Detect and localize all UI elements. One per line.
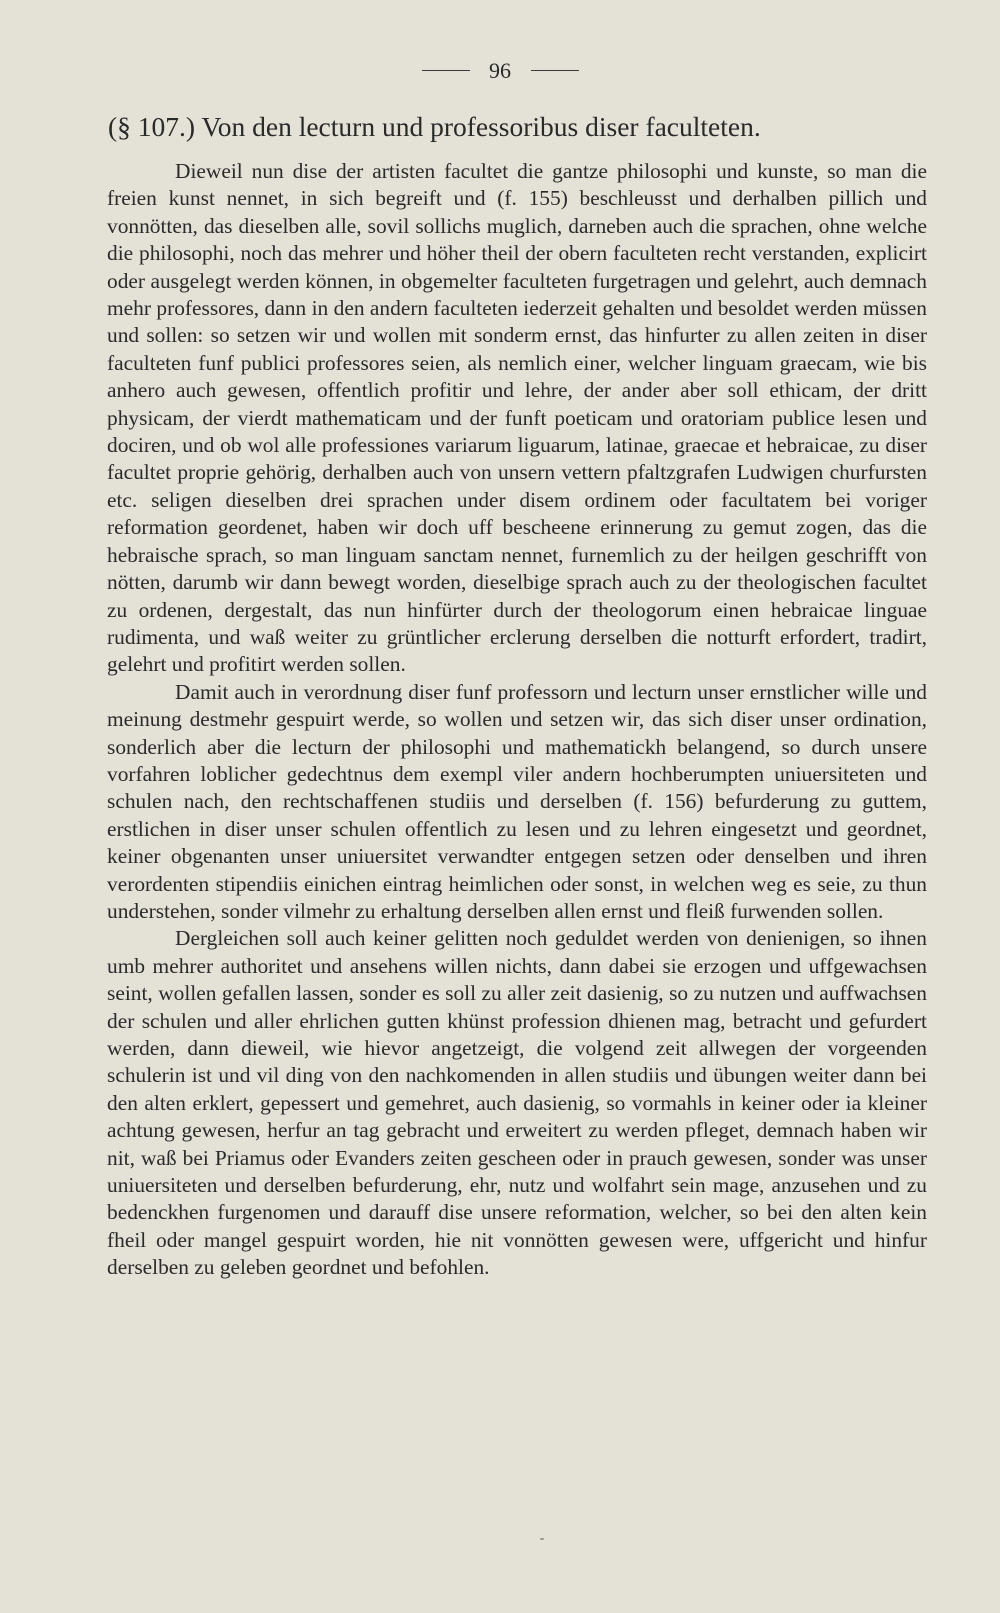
body-text (107, 158, 927, 1282)
page-header (0, 54, 1000, 86)
section-heading: (§ 107.) Von den lecturn und professoribus diser faculteten. (108, 111, 761, 142)
paragraph-2: Damit auch in verordnung diser funf professorn und lecturn unser ernstlicher wille und meinung destmehr gespuirt werde, so wollen und setzen wir, das sich diser unser ordination, sonderlich aber die lecturn der philosophi und mathematickh belangend, so durch unsere vorfahren loblicher gedechtnus dem exempl viler andern hochberumpten uniuersiteten und schulen nach, den rechtschaffenen studiis und derselben (f. 156) befurderung zu guttem, erstlichen in diser unser schulen offentlich zu lesen und zu lehren eingesetzt und geordnet, keiner obgenanten unser uniuersitet verwandter entgegen setzen oder denselben und ihren verordenten stipendiis einichen eintrag heimlichen oder sonst, in welchen weg es seie, zu thun understehen, sonder vilmehr zu erhaltung derselben allen ernst und fleiß furwenden sollen. (107, 679, 927, 923)
paragraph-3: Dergleichen soll auch keiner gelitten noch geduldet werden von denienigen, so ihnen umb mehrer authoritet und ansehens willen nichts, dann dabei sie erzogen und uffgewachsen seint, wollen gefallen lassen, sonder es soll zu aller zeit dasienig, so zu nutzen und auffwachsen der schulen und aller ehrlichen gutten khünst profession dhienen mag, betracht und gefurdert werden, dann dieweil, wie hievor angetzeigt, die volgend zeit allwegen der vorgeenden schulerin ist und vil ding von den nachkomenden in allen studiis und übungen weiter dann bei den alten erklert, gepessert und gemehret, auch dasienig, so vormahls in keiner oder ia kleiner achtung gewesen, herfur an tag gebracht und erweitert zu werden pfleget, demnach haben wir nit, waß bei Priamus oder Evanders zeiten gescheen oder in prauch gewesen, sonder was unser uniuersiteten und derselben befurderung, ehr, nutz und wolfahrt sein mage, anzusehen und zu bedenckhen furgenomen und darauff dise unsere reformation, welcher, so bei den alten kein fheil oder mangel gespuirt worden, hie nit vonnötten gewesen were, uffgericht und hinfur derselben zu geleben geordnet und befohlen. (107, 926, 927, 1280)
left-header-rule (422, 70, 470, 71)
paper-speck (540, 1538, 544, 1540)
paragraph-1: Dieweil nun dise der artisten facultet die gantze philosophi und kunste, so man die freien kunst nennet, in sich begreift und (f. 155) beschleusst und derhalben pillich und vonnötten, das dieselben alle, sovil sollichs muglich, darneben auch die sprachen, ohne welche die philosophi, noch das mehrer und höher theil der obern faculteten recht verstanden, explicirt oder ausgelegt werden können, in obgemelter faculteten furgetragen und gelehrt, auch demnach mehr professores, dann in den andern faculteten iederzeit gehalten und besoldet werden müssen und sollen: so setzen wir und wollen mit sonderm ernst, das hinfurter zu allen zeiten in diser faculteten funf publici professores seien, als nemlich einer, welcher linguam graecam, wie bis anhero auch gewesen, offentlich profitir und lehre, der ander aber soll ethicam, der dritt physicam, der vierdt mathematicam und der funft poeticam und oratoriam publice lesen und dociren, und ob wol alle professiones variarum liguarum, latinae, graecae et hebraicae, zu diser facultet proprie gehörig, derhalben auch von unsern vettern pfaltzgrafen Ludwigen churfursten etc. seligen dieselben drei sprachen under disem ordinem oder facultatem bei voriger reformation geordenet, haben wir doch uff bescheene erinnerung zu gemut zogen, das die hebraische sprach, so man linguam sanctam nennet, furnemlich zu der heilgen geschrifft von nötten, darumb wir dann bewegt worden, dieselbige sprach auch zu der theologischen facultet zu ordenen, dergestalt, das nun hinfürter durch der theologorum einen hebraicae linguae rudimenta, und waß weiter zu grüntlicher erclerung derselben die notturft erfordert, tradirt, gelehrt und profitirt werden sollen. (107, 159, 927, 677)
right-header-rule (531, 70, 579, 71)
page-number: 96 (489, 57, 511, 83)
